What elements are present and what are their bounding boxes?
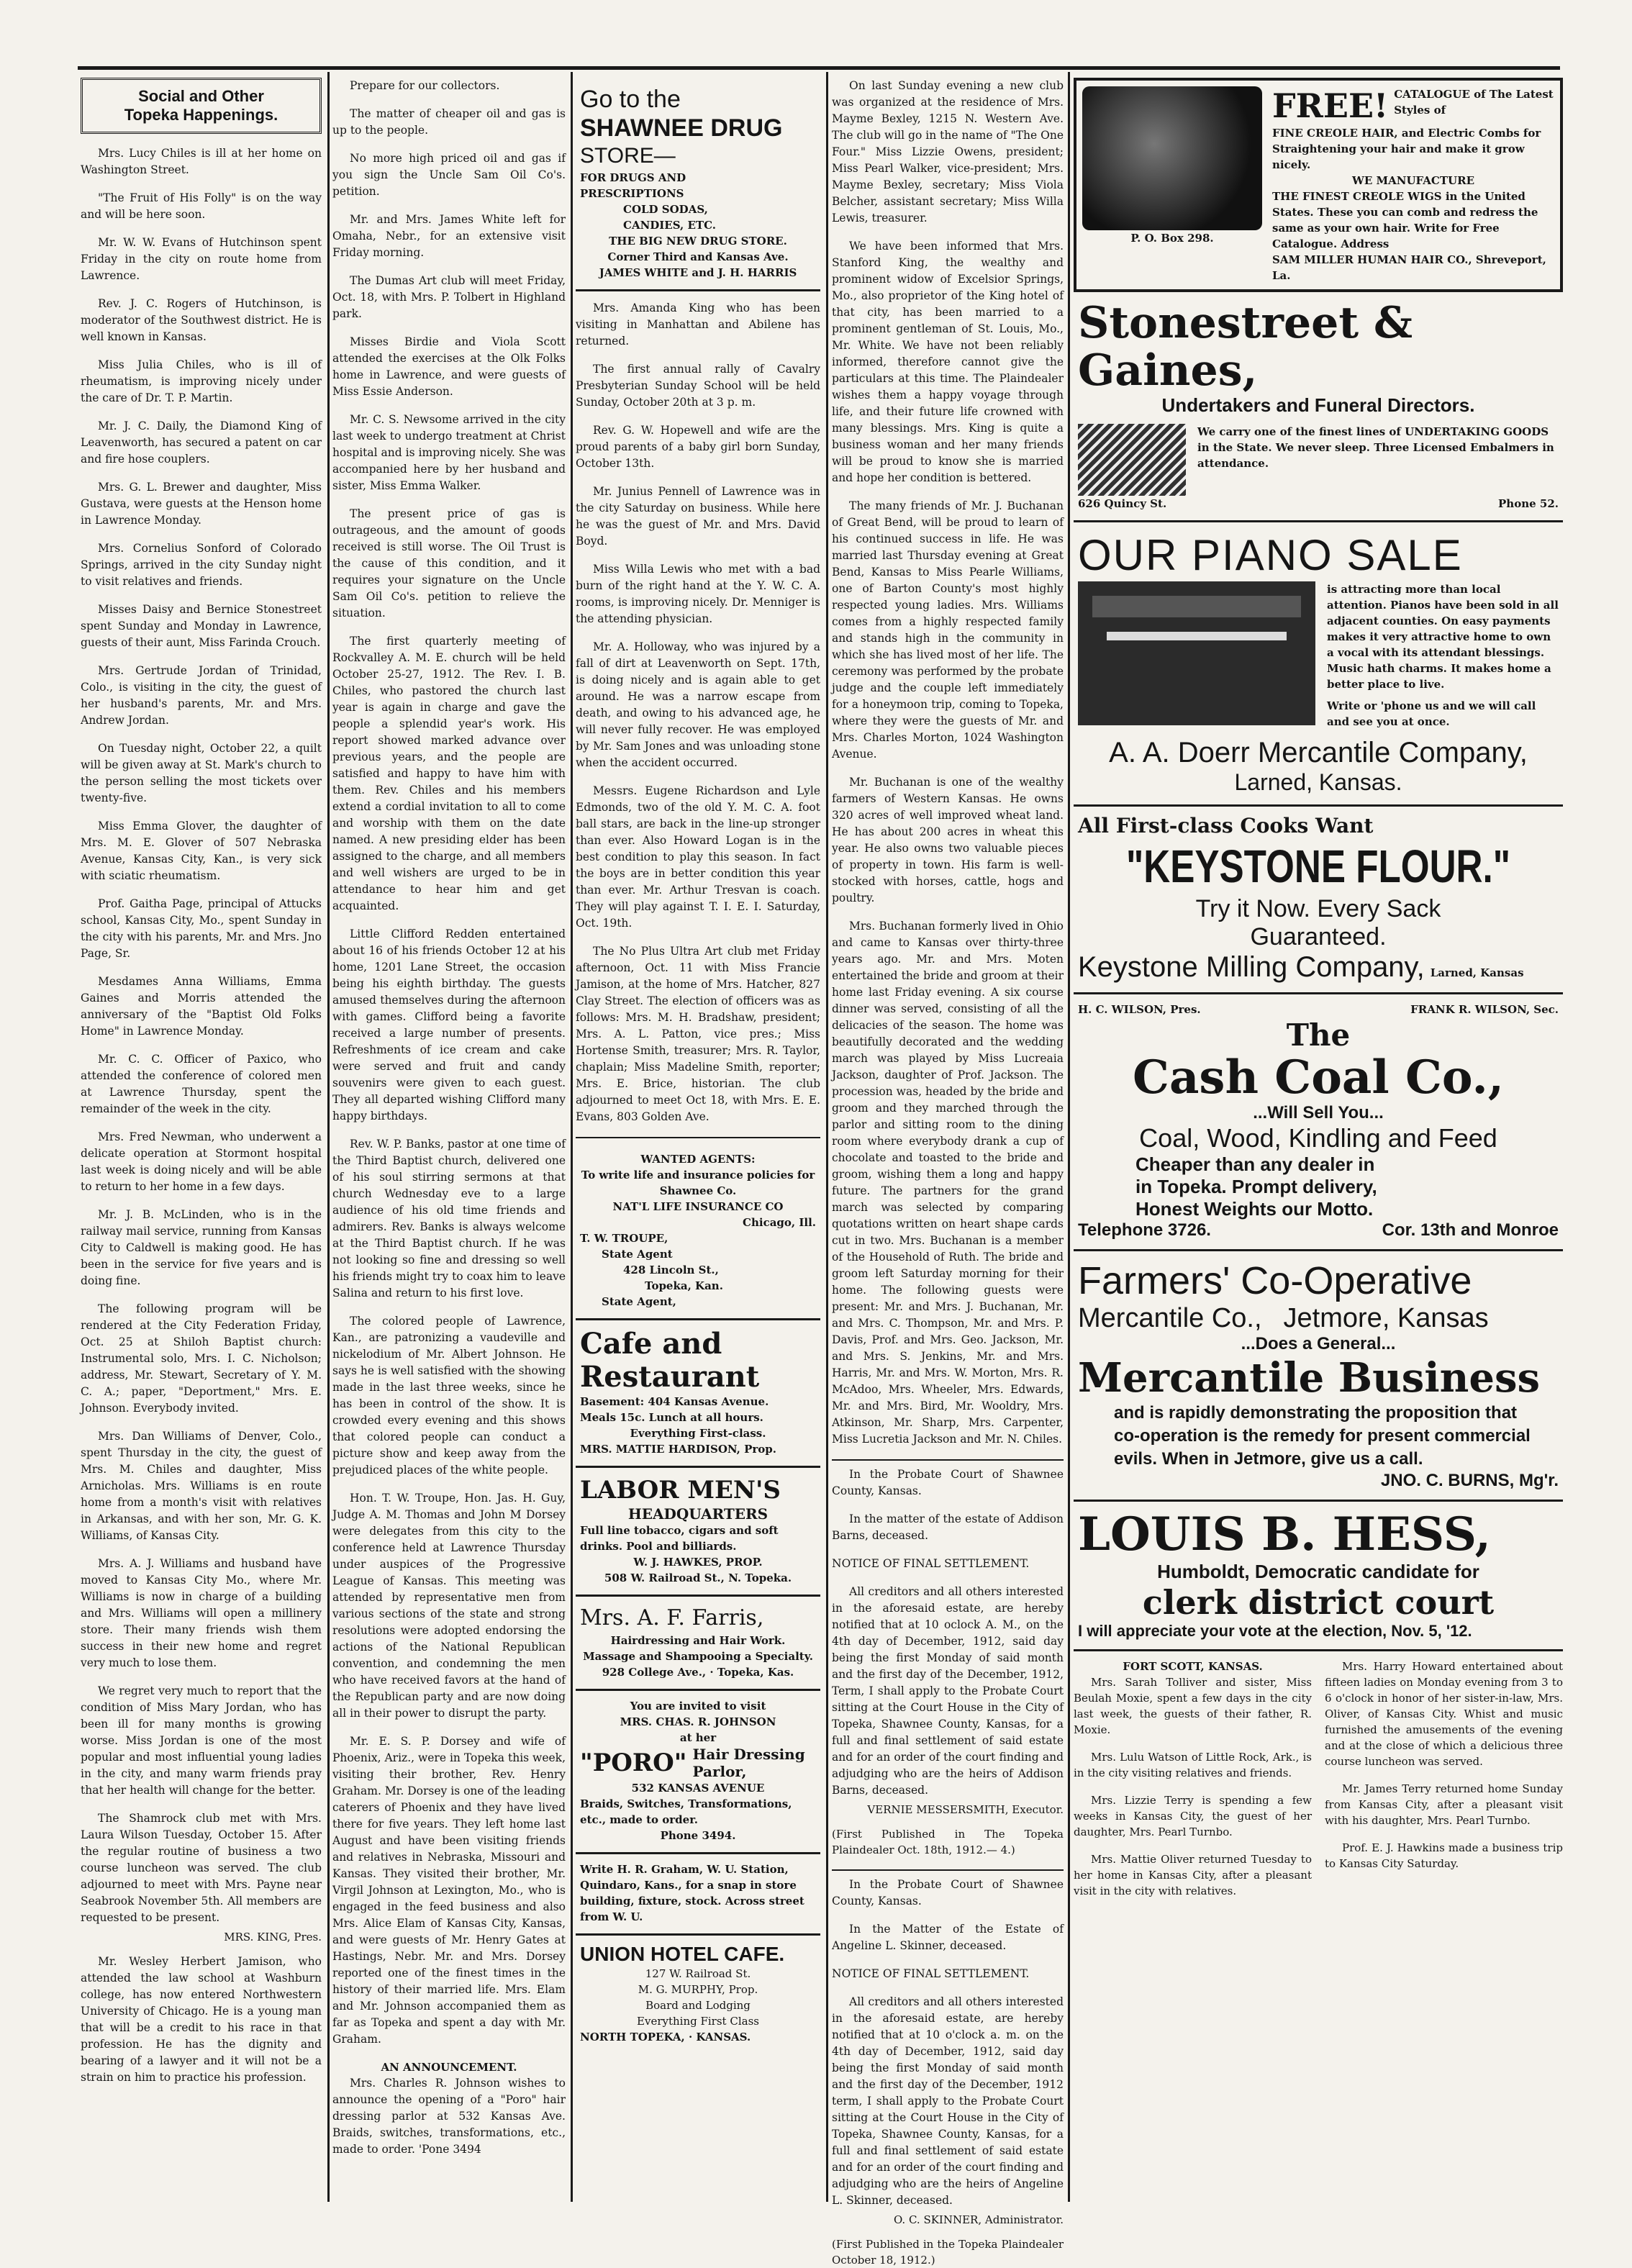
column-local: [332, 78, 566, 2200]
keystone-line2: Guaranteed.: [1250, 923, 1387, 951]
column-rule-2: [571, 72, 573, 2202]
hess-office: clerk district court: [1142, 1583, 1495, 1622]
farmers-body: and is rapidly demonstrating the proposition that co-operation is the remedy for present commercial evils. When in Jetmore, give us a call.: [1114, 1403, 1531, 1469]
news-item: Messrs. Eugene Richardson and Lyle Edmonds, two of the old Y. M. C. A. foot ball stars, are back in the line-up stronger than ever. Also Howard Logan is in the best condition to play this season. In fact the boys are in better condition this year than ever. Mr. Arthur Tresvan is coach. They will play against T. I. E. I. Saturday, Oct. 19th.: [576, 784, 820, 930]
probate-published: (First Published in The Topeka Plaindealer Oct. 18th, 1912.— 4.): [832, 1828, 1064, 1856]
news-item: Misses Daisy and Bernice Stonestreet spent Sunday and Monday in Lawrence, guests of their aunt, Miss Farinda Crouch.: [81, 603, 322, 649]
news-item: The many friends of Mr. J. Buchanan of Great Bend, will be proud to learn of his continued success in life. He was married last Thursday evening at Great Bend, Kansas to Miss Pearle Williams, one of Barton County's most highly respected young ladies. Mrs. Williams comes from a highly respected family and stands high in the community in which she has lived most of her life. The ceremony was performed by the probate judge and the couple left immediately for a honeymoon trip, coming to Topeka, where they were the guests of Mr. and Mrs. Charles Morton, 1024 Washington Avenue.: [832, 499, 1064, 761]
poro-side: Hair Dressing Parlor,: [692, 1746, 805, 1780]
farmers-big: Mercantile Business: [1078, 1354, 1541, 1402]
news-item: The No Plus Ultra Art club met Friday afternoon, Oct. 11 with Miss Francie Jamison, at the home of Mrs. Hatcher, 827 Clay Street. The election of officers was as follows: Mrs. M. H. Bradshaw, president; Mrs. A. L. Patton, vice pres.; Miss Hortense Smith, treasurer; Mrs. R. Taylor, chaplain; Miss Madeline Smith, reporter; Mrs. E. Brice, historian. The club adjourned to meet Oct 18, with Mrs. E. E. Evans, 803 Golden Ave.: [576, 945, 820, 1123]
piano-ad: [1074, 522, 1563, 807]
poro-line: Phone 3494.: [660, 1829, 736, 1842]
news-item: Mrs. Amanda King who has been visiting in Manhattan and Abilene has returned.: [576, 301, 820, 348]
news-item: Prof. Gaitha Page, principal of Attucks school, Kansas City, Mo., spent Sunday in the city with his parents, Mr. and Mrs. Jno Page, Sr.: [81, 897, 322, 960]
shawnee-store: STORE—: [580, 144, 676, 168]
union-line: Board and Lodging: [645, 1999, 751, 2012]
news-item: Mr. E. S. P. Dorsey and wife of Phoenix, Ariz., were in Topeka this week, visiting their brother, Rev. Henry Graham. Mr. Dorsey is one of the leading caterers of Phoenix and they have lived there for five years. They left home last August and have been visiting friends and relatives in Nebraska, Missouri and Kansas. They visited their brother, Mr. Virgil Johnson at Lexington, Mo., who is engaged in the feed business and also Mrs. Alice Elam of Kansas City, Kansas, and were guests of Mr. Henry Gates at Hastings, Nebr. Mr. and Mrs. Dorsey reported one of the finest times in the history of their married life. Mrs. Elam and Mr. Johnson accompanied them as far as Topeka and spent a day with Mr. Graham.: [332, 1735, 566, 2046]
wanted-agents-ad: [576, 1144, 820, 1320]
fortscott-title: FORT SCOTT, KANSAS.: [1123, 1660, 1263, 1673]
news-item: The first quarterly meeting of Rockvalley A. M. E. church will be held October 25-27, 1912. The Rev. I. B. Chiles, who pastored the church last year is again in charge and gave the people a splendid year's work. His report showed marked advance over previous years, and the people are satisfied and happy to have him with them. Rev. Chiles and his members extend a cordial invitation to all to come and worship with them on the date named. A new presiding elder has been assigned to the charge, and all members and well wishers are urged to be in attendance to hear him and get acquainted.: [332, 635, 566, 912]
news-item: "The Fruit of His Folly" is on the way and will be here soon.: [81, 191, 322, 221]
piano-body: is attracting more than local attention. Pianos have been sold in all adjacent counties. On easy payments makes it very attractive home to own a vocal with its attendant blessings. Music hath charms. It makes home a better place to live.: [1327, 583, 1559, 691]
hair-free: FREE!: [1272, 86, 1389, 125]
poro-line: at her: [679, 1731, 717, 1744]
news-item: Misses Birdie and Viola Scott attended the exercises at the Olk Folks home in Lawrence, and were guests of Miss Essie Anderson.: [332, 335, 566, 398]
undertaker-illustration: [1078, 424, 1186, 496]
stonestreet-phone: Phone 52.: [1498, 497, 1559, 510]
cafe-line: Meals 15c. Lunch at all hours.: [580, 1411, 763, 1424]
farmers-mgr: JNO. C. BURNS, Mg'r.: [1380, 1471, 1559, 1490]
news-item: The first annual rally of Cavalry Presbyterian Sunday School will be held Sunday, October 20th at 3 p. m.: [576, 363, 820, 409]
labor-title: LABOR MEN'S: [580, 1476, 781, 1505]
cafe-title: Cafe and Restaurant: [580, 1327, 760, 1394]
probate-signature: VERNIE MESSERSMITH, Executor.: [867, 1803, 1064, 1816]
fortscott-item: Mrs. Mattie Oliver returned Tuesday to her home in Kansas City, after a pleasant visit in the city with relatives.: [1074, 1853, 1312, 1897]
probate-published: (First Published in the Topeka Plaindealer October 18, 1912.): [832, 2238, 1064, 2267]
news-item: Mesdames Anna Williams, Emma Gaines and Morris attended the anniversary of the "Baptist Old Folks Home" in Lawrence Monday.: [81, 975, 322, 1038]
news-item: Mrs. A. J. Williams and husband have moved to Kansas City Mo., where Mr. Williams is now in charge of a building and Mrs. Williams will open a millinery store. Their many friends wish them success in their new home and regret very much to lose them.: [81, 1557, 322, 1669]
column-ads-news: [576, 78, 820, 2200]
coal-the: The: [1286, 1017, 1351, 1053]
piano-illustration: [1078, 581, 1315, 725]
fortscott-item: Mrs. Harry Howard entertained about fifteen ladies on Monday evening from 3 to 6 o'clock in honor of her sister-in-law, Mrs. Oliver, of Kansas City. Whist and music furnished the amusements of the evening and at the close of which a delicious three course luncheon was served.: [1325, 1660, 1563, 1768]
social-header-line2: Topeka Happenings.: [124, 106, 278, 124]
wanted-title: WANTED AGENTS:: [640, 1153, 756, 1166]
keystone-ad: [1074, 807, 1563, 994]
shawnee-name: SHAWNEE DRUG: [580, 114, 783, 142]
news-item: Mrs. Gertrude Jordan of Trinidad, Colo., is visiting in the city, the guest of her husband's parents, Mr. and Mrs. Andrew Jordan.: [81, 664, 322, 727]
coal-line: in Topeka. Prompt delivery,: [1135, 1176, 1377, 1197]
union-line: M. G. MURPHY, Prop.: [638, 1983, 758, 1996]
wanted-line: T. W. TROUPE,: [580, 1232, 668, 1245]
news-item: The present price of gas is outrageous, and the amount of goods received is still worse. The Oil Trust is the cause of this condition, and it requires your signature on the Uncle Sam Oil Co's. petition to relieve the situation.: [332, 507, 566, 620]
shawnee-line: CANDIES, ETC.: [623, 219, 716, 232]
poro-line: You are invited to visit: [630, 1700, 766, 1713]
news-item: The Dumas Art club will meet Friday, Oct. 18, with Mrs. P. Tolbert in Highland park.: [332, 274, 566, 320]
shawnee-line: FOR DRUGS AND: [580, 171, 686, 184]
news-item: No more high priced oil and gas if you sign the Uncle Sam Oil Co's. petition.: [332, 152, 566, 198]
news-item: Miss Julia Chiles, who is ill of rheumatism, is improving nicely under the care of Dr. T. P. Martin.: [81, 358, 322, 404]
social-header-line1: Social and Other: [138, 87, 264, 105]
union-line: Everything First Class: [637, 2015, 759, 2028]
hair-catalogue: CATALOGUE of The Latest Styles of: [1394, 88, 1554, 117]
probate-line: In the matter of the estate of Addison Barns, deceased.: [832, 1512, 1064, 1542]
wanted-line: NAT'L LIFE INSURANCE CO: [612, 1200, 784, 1213]
probate-line: In the Probate Court of Shawnee County, Kansas.: [832, 1878, 1064, 1908]
cafe-line: Basement: 404 Kansas Avenue.: [580, 1395, 769, 1408]
coal-line: Honest Weights our Motto.: [1135, 1198, 1374, 1220]
column-rule-1: [327, 72, 330, 2202]
shawnee-line: JAMES WHITE and J. H. HARRIS: [599, 266, 797, 279]
cafe-line: Everything First-class.: [630, 1427, 766, 1440]
stonestreet-title: Stonestreet & Gaines,: [1078, 298, 1413, 396]
news-item: Little Clifford Redden entertained about 16 of his friends October 12 at his home, 1201 Lane Street, the occasion being his eighth birthday. The guests amused themselves during the afternoon with games. Clifford being a favorite received a large number of presents. Refreshments of ice cream and cake were served and fruit and candy souvenirs were given to each guest. They all departed wishing Clifford many happy birthdays.: [332, 927, 566, 1122]
keystone-city: Larned, Kansas: [1430, 966, 1524, 979]
labor-men-ad: [576, 1468, 820, 1597]
fortscott-item: Mrs. Sarah Tolliver and sister, Miss Beulah Moxie, spent a few days in the city last week, the guests of their father, R. Moxie.: [1074, 1676, 1312, 1736]
hess-sub: Humboldt, Democratic candidate for: [1157, 1561, 1479, 1582]
news-item: The following program will be rendered at the City Federation Friday, Oct. 25 at Shiloh Baptist church: Instrumental solo, Mrs. I. C. Nicholson; address, Mr. Stewart, Secretary of Y. M. C. A.; paper, "Deportment," Mrs. E. Johnson. Everybody invited.: [81, 1302, 322, 1415]
news-item: On Tuesday night, October 22, a quilt will be given away at St. Mark's church to the person selling the most tickets over twenty-five.: [81, 742, 322, 804]
keystone-top: All First-class Cooks Want: [1078, 814, 1374, 838]
coal-title: Cash Coal Co.,: [1133, 1051, 1504, 1104]
probate-signature: O. C. SKINNER, Administrator.: [894, 2213, 1064, 2226]
stonestreet-sub: Undertakers and Funeral Directors.: [1161, 394, 1475, 416]
farris-line: Hairdressing and Hair Work.: [610, 1634, 786, 1647]
column-rule-4: [1068, 72, 1070, 2202]
news-item: Mrs. Cornelius Sonford of Colorado Springs, arrived in the city Sunday night to visit relatives and friends.: [81, 542, 322, 588]
news-item: Hon. T. W. Troupe, Hon. Jas. H. Guy, Judge A. M. Thomas and John M Dorsey were delegates from this city to the conference held at Lawrence Thursday under auspices of the Progressive League of Kansas. This meeting was attended by representative men from various sections of the state and strong resolutions were adopted endorsing the actions of the National Republican convention, and condemning the men who have received favors at the hand of the Republican party and are now doing all in their power to disrupt the party.: [332, 1492, 566, 1720]
hess-name: LOUIS B. HESS,: [1078, 1507, 1491, 1561]
news-item: We have been informed that Mrs. Stanford King, the wealthy and prominent widow of Excelsior Springs, Mo., also proprietor of the King hotel of that city, has been married to a prominent gentleman of St. Louis, Mo., Mr. White. We have not been reliably informed, therefore cannot give the particulars at this time. The Plaindealer wishes them a happy voyage through life, and their future life crowned with many blessings. Mrs. King is quite a business woman and her many friends will be proud to know she is married and hope her condition is bettered.: [832, 240, 1064, 484]
news-item: Mrs. Lucy Chiles is ill at her home on Washington Street.: [81, 147, 322, 176]
news-item: Mr. C. C. Officer of Paxico, who attended the conference of colored men at Lawrence Thursday, spent the remainder of the week in the city.: [81, 1053, 322, 1115]
news-item: Miss Willa Lewis who met with a bad burn of the right hand at the Y. W. C. A. rooms, is improving nicely. Dr. Menniger is the attending physician.: [576, 563, 820, 625]
farris-ad: [576, 1597, 820, 1691]
shawnee-line: Corner Third and Kansas Ave.: [607, 250, 789, 263]
news-item: Rev. W. P. Banks, pastor at one time of the Third Baptist church, delivered one of his soul stirring sermons at that church Wednesday eve to a large audience of his old time friends and admirers. Rev. Banks is always welcome at the Third Baptist church. If he was not looking so fine and dressing so well his friends might try to coax him to leave Salina and return to his first love.: [332, 1138, 566, 1299]
union-hotel-ad: [576, 1936, 820, 2054]
top-rule: [78, 66, 1560, 70]
fortscott-item: Mrs. Lulu Watson of Little Rock, Ark., is in the city visiting relatives and friends.: [1074, 1751, 1312, 1779]
farris-line: 928 College Ave., · Topeka, Kas.: [602, 1666, 794, 1679]
fort-scott-section: [1074, 1651, 1563, 1910]
news-item: Prepare for our collectors.: [350, 79, 500, 92]
poro-line: Braids, Switches, Transformations, etc., made to order.: [580, 1797, 792, 1826]
poro-big: "PORO": [580, 1748, 687, 1777]
coal-will: ...Will Sell You...: [1253, 1103, 1384, 1122]
news-item: On last Sunday evening a new club was organized at the residence of Mrs. Mayme Bexley, 1215 N. Western Ave. The club will go in the name of "The One Four." Miss Lizzie Owens, president; Miss Pearl Walker, vice-president; Mrs. Mayme Bexley, secretary; Miss Viola Belcher, assistant secretary; Miss Willa Lewis, treasurer.: [832, 79, 1064, 224]
coal-sec: FRANK R. WILSON, Sec.: [1410, 1003, 1559, 1016]
labor-line: Full line tobacco, cigars and soft drinks. Pool and billiards.: [580, 1524, 779, 1553]
piano-cta: Write or 'phone us and we will call and see you at once.: [1327, 699, 1536, 728]
farmers-sub: Mercantile Co.,: [1078, 1303, 1262, 1333]
farmers-does: ...Does a General...: [1241, 1334, 1396, 1353]
farris-title: Mrs. A. F. Farris,: [580, 1605, 764, 1630]
news-item: Mr. Buchanan is one of the wealthy farmers of Western Kansas. He owns 320 acres of well improved wheat land. He has about 200 acres in wheat this year. He also owns two valuable pieces of property in town. His farm is well-stocked with horses, cattle, hogs and poultry.: [832, 776, 1064, 904]
cafe-line: MRS. MATTIE HARDISON, Prop.: [580, 1443, 776, 1456]
graham-ad: [576, 1854, 820, 1936]
news-item: Mr. J. C. Daily, the Diamond King of Leavenworth, has secured a patent on car and fire hose couplers.: [81, 419, 322, 466]
graham-text: Write H. R. Graham, W. U. Station, Quindaro, Kans., for a snap in store building, fixture, stock. Across street from W. U.: [580, 1863, 804, 1923]
hair-illustration: [1082, 86, 1262, 230]
stonestreet-ad: [1074, 292, 1563, 522]
hair-line: THE FINEST CREOLE WIGS in the United States. These you can comb and redress the same as your own hair. Write for Free Catalogue. Address: [1272, 190, 1538, 250]
farris-line: Massage and Shampooing a Specialty.: [583, 1650, 813, 1663]
probate-line: In the Probate Court of Shawnee County, Kansas.: [832, 1468, 1064, 1497]
labor-line: W. J. HAWKES, PROP.: [633, 1556, 763, 1569]
probate-line: In the Matter of the Estate of Angeline L. Skinner, deceased.: [832, 1923, 1064, 1952]
announcement-text: Mrs. Charles R. Johnson wishes to announce the opening of a "Poro" hair dressing parlor at 532 Kansas Ave. Braids, switches, transformations, etc., made to order. 'Pone 3494: [332, 2077, 566, 2156]
cash-coal-ad: [1074, 994, 1563, 1251]
stonestreet-body: We carry one of the finest lines of UNDERTAKING GOODS in the State. We never sleep. Three Licensed Embalmers in attendance.: [1197, 425, 1554, 470]
coal-pres: H. C. WILSON, Pres.: [1078, 1003, 1201, 1016]
keystone-line1: Try it Now. Every Sack: [1195, 895, 1441, 922]
piano-title: OUR PIANO SALE: [1078, 531, 1463, 579]
hess-ad: [1074, 1502, 1563, 1651]
wanted-line: Chicago, Ill.: [743, 1216, 816, 1229]
probate-line: All creditors and all others interested in the aforesaid estate, are hereby notified that at 10 o'clock a. m. on the 4th day of December, 1912, said day being the first Monday of said month and the first day of the December, 1912 term, I shall apply to the Probate Court sitting at the Court House in the City of Topeka, Shawnee County, Kansas, for a full and final settlement of said estate and for an order of the court finding and adjudging who are the heirs of Angeline L. Skinner, deceased.: [832, 1995, 1064, 2207]
hair-line: FINE CREOLE HAIR, and Electric Combs for Straightening your hair and make it grow nicely.: [1272, 127, 1541, 171]
coal-corner: Cor. 13th and Monroe: [1382, 1220, 1559, 1240]
news-item: Mr. Wesley Herbert Jamison, who attended the law school at Washburn college, has now entered Northwestern University of Chicago. He is a young man that will be a credit to his race in that profession. He has the dignity and bearing of a lawyer and it will not be a strain on him to practice his profession.: [81, 1955, 322, 2084]
coal-phone: Telephone 3726.: [1078, 1220, 1211, 1240]
stonestreet-address: 626 Quincy St.: [1078, 497, 1167, 510]
fortscott-item: Prof. E. J. Hawkins made a business trip to Kansas City Saturday.: [1325, 1841, 1563, 1870]
labor-line: 508 W. Railroad St., N. Topeka.: [604, 1571, 792, 1584]
piano-city: Larned, Kansas.: [1234, 769, 1402, 795]
news-item: Mrs. Fred Newman, who underwent a delicate operation at Stormont hospital last week is doing nicely and will be able to return to her home in a few days.: [81, 1130, 322, 1193]
union-title: UNION HOTEL CAFE.: [580, 1943, 785, 1965]
hair-line: SAM MILLER HUMAN HAIR CO., Shreveport, La.: [1272, 253, 1546, 282]
news-item: We regret very much to report that the condition of Miss Mary Jordan, who has been ill for many months is growing worse. Miss Jordan is one of the most popular and most influential young ladies in the city, and many warm friends pray that her health will change for the better.: [81, 1684, 322, 1797]
announcement-title: AN ANNOUNCEMENT.: [381, 2061, 517, 2074]
poro-ad: [576, 1691, 820, 1854]
wanted-line: Topeka, Kan.: [645, 1279, 723, 1292]
column-society: [832, 78, 1064, 2267]
farmers-coop-ad: [1074, 1251, 1563, 1502]
poro-line: MRS. CHAS. R. JOHNSON: [620, 1715, 776, 1728]
cafe-ad: [576, 1320, 820, 1468]
news-item: Mr. W. W. Evans of Hutchinson spent Friday in the city on route home from Lawrence.: [81, 236, 322, 282]
wanted-line: State Agent,: [602, 1295, 676, 1308]
shawnee-goto: Go to the: [580, 86, 681, 113]
shawnee-line: THE BIG NEW DRUG STORE.: [609, 235, 787, 248]
shawnee-line: COLD SODAS,: [623, 203, 708, 216]
farmers-title: Farmers' Co-Operative: [1078, 1259, 1472, 1302]
shamrock-signature: MRS. KING, Pres.: [224, 1931, 322, 1943]
news-item: Miss Emma Glover, the daughter of Mrs. M. E. Glover of 507 Nebraska Avenue, Kansas City, Kan., is very sick with sciatic rheumatism.: [81, 820, 322, 882]
probate-line: All creditors and all others interested in the aforesaid estate, are hereby notified that at 10 oclock A. M., on the 4th day of December, 1912, said day being the first Monday of said month and the first day of the December, 1912, Term, I shall apply to the Probate Court sitting at the Court House in the City of Topeka, Shawnee County, Kansas, for a full and final settlement of said estate and for an order of the court finding and adjudging who are the heirs of Addison Barns, deceased.: [832, 1585, 1064, 1797]
fortscott-item: Mrs. Lizzie Terry is spending a few weeks in Kansas City, the guest of her daughter, Mrs. Pearl Turnbo.: [1074, 1794, 1312, 1838]
news-item: Rev. J. C. Rogers of Hutchinson, is moderator of the Southwest district. He is well known in Kansas.: [81, 297, 322, 343]
news-item: Mrs. Dan Williams of Denver, Colo., spent Thursday in the city, the guest of Mrs. M. Chiles and daughter, Miss Arnicholas. Mrs. Williams is en route home from a month's visit with relatives in Arkansas, and with her son, Mr. G. K. Williams, of Kansas City.: [81, 1430, 322, 1542]
wanted-line: To write life and insurance policies for Shawnee Co.: [581, 1169, 815, 1197]
union-line: 127 W. Railroad St.: [645, 1967, 751, 1980]
farmers-town: Jetmore, Kansas: [1283, 1303, 1489, 1333]
hair-line: WE MANUFACTURE: [1351, 174, 1475, 187]
labor-sub: HEADQUARTERS: [627, 1505, 769, 1523]
poro-line: 532 KANSAS AVENUE: [631, 1782, 765, 1795]
piano-company: A. A. Doerr Mercantile Company,: [1109, 737, 1528, 768]
news-item: Rev. G. W. Hopewell and wife are the proud parents of a baby girl born Sunday, October 13th.: [576, 424, 820, 470]
coal-items: Coal, Wood, Kindling and Feed: [1139, 1123, 1497, 1153]
keystone-company: Keystone Milling Company,: [1078, 951, 1425, 983]
news-item: Mr. C. S. Newsome arrived in the city last week to undergo treatment at Christ hospital and is improving nicely. She was accompanied here by her husband and sister, Miss Emma Walker.: [332, 413, 566, 492]
news-item: Mr. and Mrs. James White left for Omaha, Nebr., for an extensive visit Friday morning.: [332, 213, 566, 259]
fortscott-item: Mr. James Terry returned home Sunday from Kansas City, after a pleasant visit with his daughter, Mrs. Pearl Turnbo.: [1325, 1782, 1563, 1827]
column-social: [81, 78, 322, 2200]
hair-pobox: P. O. Box 298.: [1130, 232, 1214, 245]
news-item: Mr. A. Holloway, who was injured by a fall of dirt at Leavenworth on Sept. 17th, is doing nicely and is again able to get around. He was a narrow escape from death, and owing to his advanced age, he will never fully recover. He was employed by Mr. Sam Jones and was unloading stone when the accident occurred.: [576, 640, 820, 769]
probate-line: NOTICE OF FINAL SETTLEMENT.: [832, 1967, 1030, 1980]
news-item: The colored people of Lawrence, Kan., are patronizing a vaudeville and nickelodium of Mr. Albert Johnson. He says he is well satisfied with the showing made in the last three weeks, since he has been in control of the show. It is crowded every evening and this shows that colored people can conduct a picture show and keep away from the prejudiced places of the white people.: [332, 1315, 566, 1477]
shawnee-drug-ad: [576, 78, 820, 291]
news-item: Mrs. G. L. Brewer and daughter, Miss Gustava, were guests at the Henson home in Lawrence Monday.: [81, 481, 322, 527]
news-item: Mrs. Buchanan formerly lived in Ohio and came to Kansas over thirty-three years ago. Mr. and Mrs. Moten entertained the bride and groom at their home last Friday evening. A six course dinner was served, consisting of all the delicacies of the season. The home was beautifully decorated and the wedding march was played by Miss Lucreaia Jackson, daughter of Prof. Jackson. The procession was, headed by the bride and groom and they marched through the parlor and sitting room to the dining room where everybody drank a cup of chocolate and toasted to the bride and groom, wishing them a long and happy future. The partners for the grand march was selected by comparing quotations written on heart shape cards cut in two. Mrs. Buchanan is a member of the Household of Ruth. The bride and groom left Saturday morning for their home. The following guests were present: Mr. and Mrs. J. Buchanan, Mr. and Mrs. C. Thompson, Mr. and Mrs. P. Davis, Prof. and Mrs. Geo. Jackson, Mr. and Mrs. S. Jenkins, Mr. and Mrs. Harris, Mr. and Mrs. W. Morton, Mrs. R. McAdoo, Mrs. Wheeler, Mrs. Edwards, Mr. and Mrs. Bird, Mr. Wooldry, Mrs. Atkinson, Mr. Sharp, Mrs. Carpenter, Miss Lucretia Jackson and Mr. N. Chiles.: [832, 920, 1064, 1446]
news-item: Mr. J. B. McLinden, who is in the railway mail service, running from Kansas City to Caldwell is making good. He has been in the service for five years and is doing fine.: [81, 1208, 322, 1287]
news-item: Mr. Junius Pennell of Lawrence was in the city Saturday on business. While here he was the guest of Mr. and Mrs. David Boyd.: [576, 485, 820, 548]
social-header-box: [81, 78, 322, 134]
wanted-line: 428 Lincoln St.,: [623, 1264, 719, 1276]
news-item: The matter of cheaper oil and gas is up to the people.: [332, 107, 566, 137]
wanted-line: State Agent: [602, 1248, 673, 1261]
column-rule-3: [826, 72, 828, 2202]
keystone-big: "KEYSTONE FLOUR.": [1125, 840, 1511, 892]
union-line: NORTH TOPEKA, · KANSAS.: [580, 2031, 751, 2044]
shawnee-line: PRESCRIPTIONS: [580, 187, 684, 200]
coal-line: Cheaper than any dealer in: [1135, 1153, 1375, 1175]
hair-ad: [1074, 78, 1563, 292]
column-advertisements: [1074, 78, 1563, 2200]
news-item: The Shamrock club met with Mrs. Laura Wilson Tuesday, October 15. After the regular routine of business a two course luncheon was served. The club adjourned to meet with Mrs. Payne near Seabrook November 5th. All members are requested to be present.: [81, 1812, 322, 1924]
hess-vote: I will appreciate your vote at the election, Nov. 5, '12.: [1078, 1622, 1472, 1640]
probate-line: NOTICE OF FINAL SETTLEMENT.: [832, 1557, 1030, 1570]
